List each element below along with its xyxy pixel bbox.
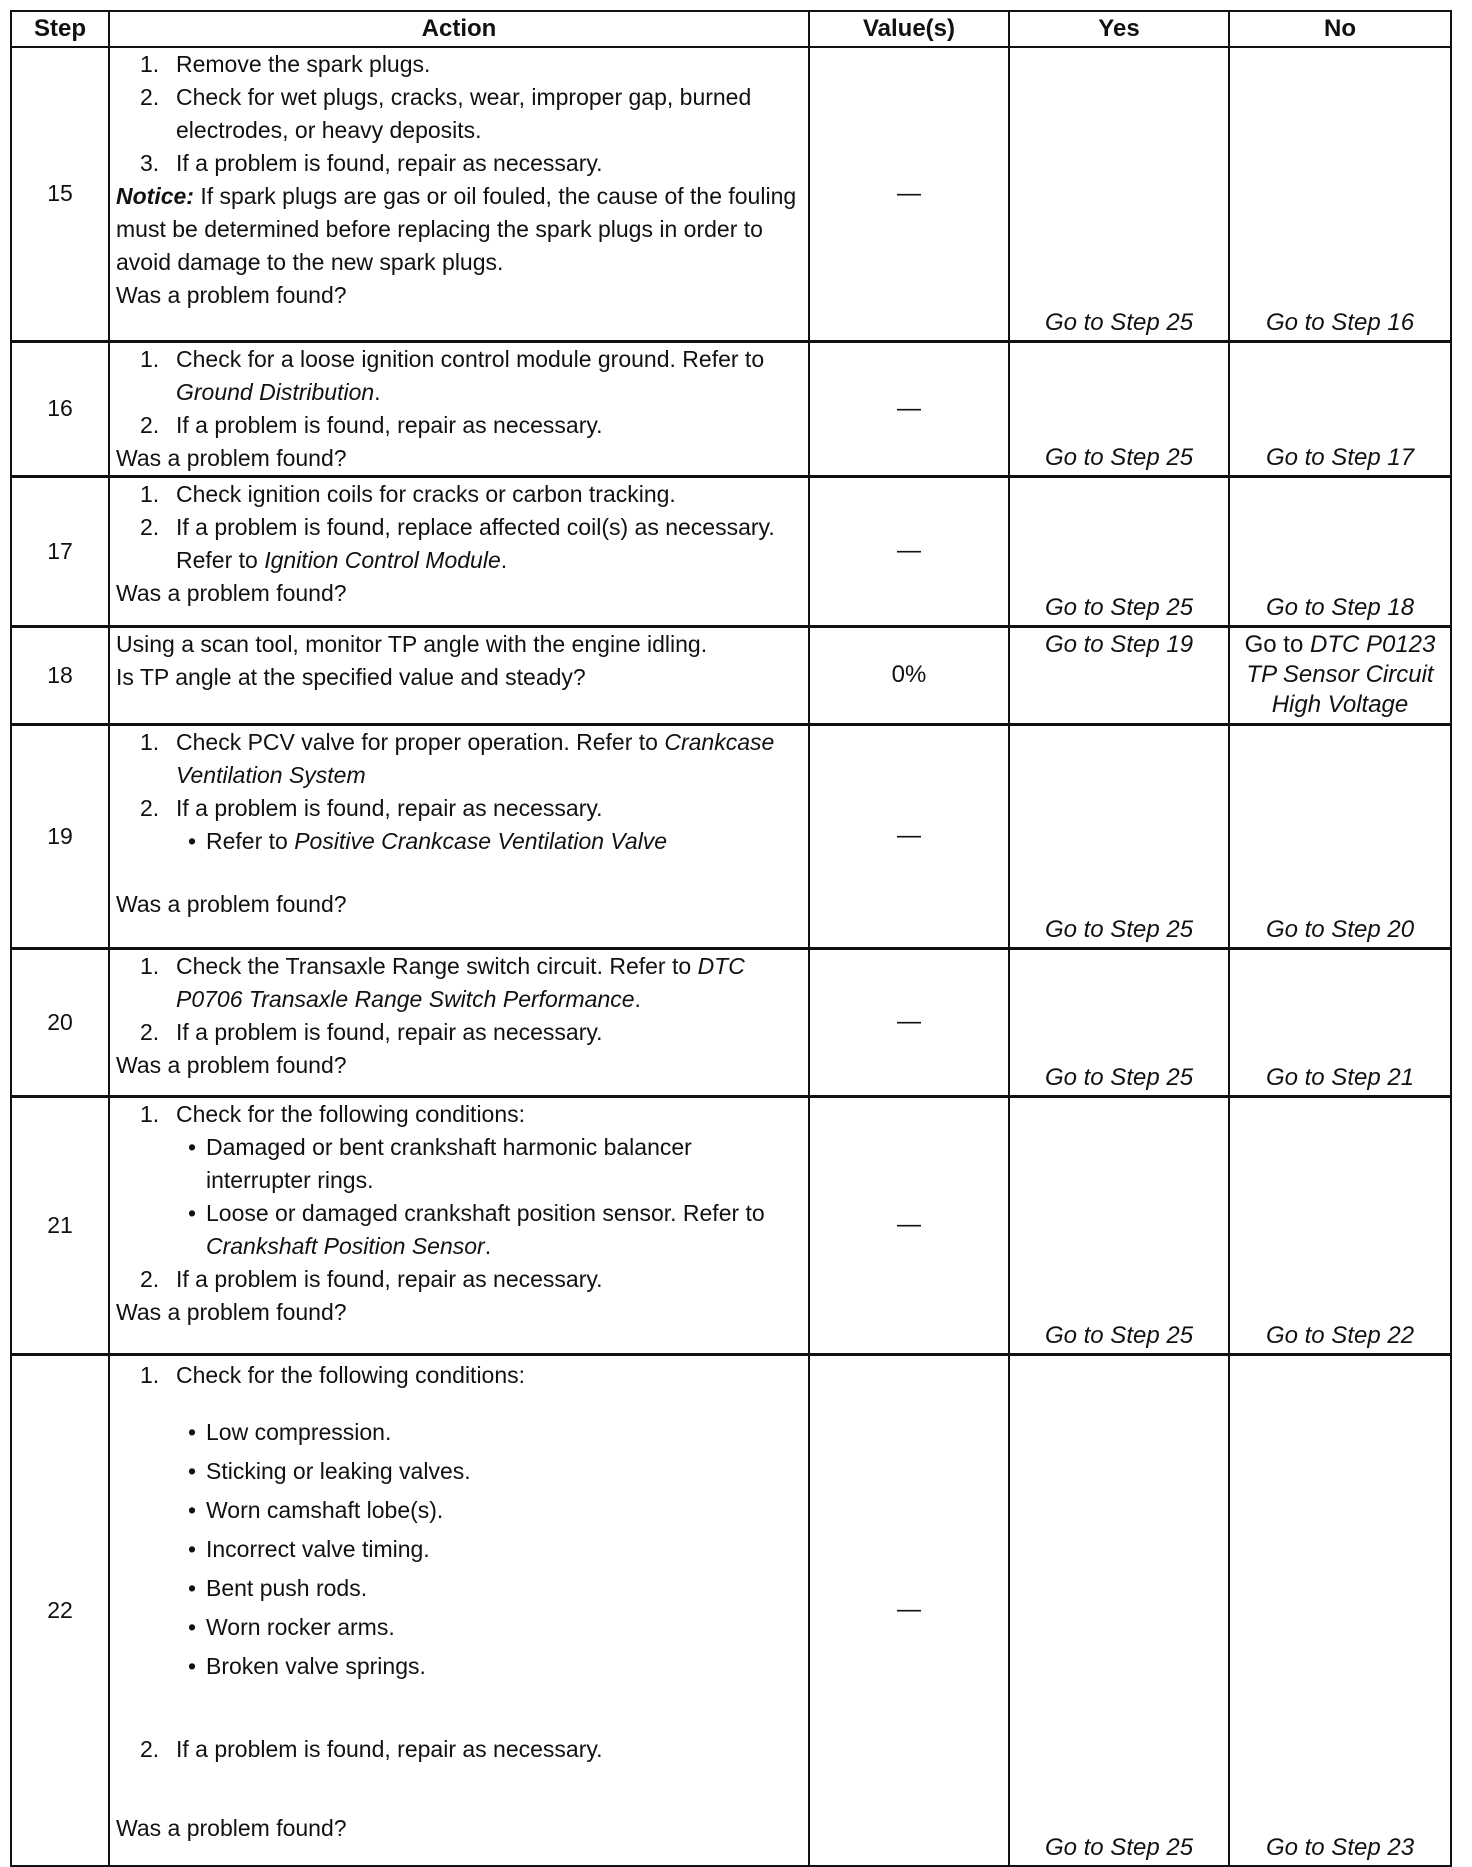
- no-cell: [1229, 948, 1451, 1096]
- bullet-item: • Refer to Positive Crankcase Ventilation Valve: [187, 827, 668, 854]
- list-item: 2. If a problem is found, repair as necessary.: [140, 794, 603, 821]
- action-cell: [109, 47, 809, 341]
- table-row: [11, 948, 1451, 1096]
- no-cell: [1229, 47, 1451, 341]
- value-cell: —: [809, 724, 1009, 948]
- no-cell: [1229, 476, 1451, 626]
- list-item: 1. Check for a loose ignition control module ground. Refer to Ground Distribution.: [140, 345, 765, 405]
- list-item: 1. Check for the following conditions:: [140, 1361, 526, 1388]
- goto-yes[interactable]: Go to Step 25: [1044, 915, 1194, 943]
- action-cell: [109, 1096, 809, 1354]
- step-number: 15: [11, 47, 109, 341]
- bullet-item: • Low compression.: [187, 1418, 392, 1445]
- bullet-item: • Worn rocker arms.: [187, 1613, 395, 1640]
- goto-yes[interactable]: Go to Step 25: [1044, 443, 1194, 471]
- no-cell: [1229, 1354, 1451, 1866]
- yes-cell: [1009, 1096, 1229, 1354]
- list-item: 2. If a problem is found, repair as necessary.: [140, 1735, 603, 1762]
- action-cell: [109, 626, 809, 724]
- bullet-item: • Bent push rods.: [187, 1574, 368, 1601]
- yes-cell: [1009, 948, 1229, 1096]
- goto-no[interactable]: Go to Step 16: [1265, 308, 1415, 336]
- value-cell: —: [809, 948, 1009, 1096]
- list-item: 2. Check for wet plugs, cracks, wear, improper gap, burned electrodes, or heavy deposits.: [140, 84, 752, 143]
- bullet-item: • Worn camshaft lobe(s).: [187, 1496, 444, 1523]
- step-number: 18: [11, 626, 109, 724]
- step-number: 19: [11, 724, 109, 948]
- question: Was a problem found?: [116, 444, 347, 471]
- table-row: [11, 476, 1451, 626]
- bullet-item: • Damaged or bent crankshaft harmonic balancer interrupter rings.: [187, 1133, 692, 1193]
- list-item: 2. If a problem is found, repair as necessary.: [140, 1018, 603, 1045]
- list-item: 1. Check for the following conditions:: [140, 1100, 526, 1127]
- table-row: [11, 724, 1451, 948]
- goto-yes[interactable]: Go to Step 25: [1044, 1063, 1194, 1091]
- goto-yes[interactable]: Go to Step 25: [1044, 1834, 1194, 1861]
- list-item: 1. Check ignition coils for cracks or carbon tracking.: [140, 480, 676, 507]
- goto-yes[interactable]: Go to Step 25: [1044, 593, 1194, 621]
- table-row: [11, 341, 1451, 476]
- goto-no[interactable]: Go to Step 17: [1265, 443, 1415, 471]
- goto-yes[interactable]: Go to Step 25: [1044, 308, 1194, 336]
- list-item: 2. If a problem is found, repair as necessary.: [140, 411, 603, 438]
- action-cell: [109, 476, 809, 626]
- table-row: [11, 1096, 1451, 1354]
- header-yes: Yes: [1009, 11, 1229, 47]
- header-action: Action: [109, 11, 809, 47]
- question: Was a problem found?: [116, 579, 347, 606]
- goto-no[interactable]: Go to Step 18: [1265, 593, 1415, 621]
- bullet-item: • Incorrect valve timing.: [187, 1535, 430, 1562]
- yes-cell: [1009, 1354, 1229, 1866]
- step-number: 22: [11, 1354, 109, 1866]
- yes-cell: [1009, 341, 1229, 476]
- goto-no[interactable]: Go to Step 22: [1265, 1321, 1415, 1349]
- question: Was a problem found?: [116, 282, 347, 308]
- step-number: 21: [11, 1096, 109, 1354]
- list-item: 3. If a problem is found, repair as necessary.: [140, 150, 603, 176]
- goto-yes[interactable]: Go to Step 25: [1044, 1321, 1194, 1349]
- question: Was a problem found?: [116, 890, 347, 917]
- value-cell: —: [809, 47, 1009, 341]
- question: Is TP angle at the specified value and steady?: [116, 663, 586, 690]
- question: Was a problem found?: [116, 1298, 347, 1325]
- action-cell: [109, 948, 809, 1096]
- no-cell: [1229, 626, 1451, 724]
- value-cell: 0%: [809, 626, 1009, 724]
- step-number: 20: [11, 948, 109, 1096]
- action-cell: [109, 341, 809, 476]
- table-row: [11, 47, 1451, 341]
- goto-no[interactable]: Go to Step 20: [1265, 915, 1415, 943]
- step-number: 17: [11, 476, 109, 626]
- no-cell: [1229, 341, 1451, 476]
- yes-cell: [1009, 476, 1229, 626]
- table-row: [11, 1354, 1451, 1866]
- action-cell: [109, 1354, 809, 1866]
- step-number: 16: [11, 341, 109, 476]
- bullet-item: • Loose or damaged crankshaft position sensor. Refer to Crankshaft Position Sensor.: [187, 1199, 765, 1259]
- header-no: No: [1229, 11, 1451, 47]
- notice: Notice: If spark plugs are gas or oil fouled, the cause of the fouling must be determined before replacing the spark plugs in order to avoid damage to the new spark plugs.: [116, 183, 797, 275]
- yes-cell: [1009, 47, 1229, 341]
- table-row: [11, 626, 1451, 724]
- list-item: 1. Check the Transaxle Range switch circuit. Refer to DTC P0706 Transaxle Range Switch Performance.: [140, 952, 745, 1012]
- list-item: 2. If a problem is found, repair as necessary.: [140, 1265, 603, 1292]
- yes-cell: [1009, 626, 1229, 724]
- value-cell: —: [809, 1354, 1009, 1866]
- instruction: Using a scan tool, monitor TP angle with the engine idling.: [116, 630, 708, 657]
- question: Was a problem found?: [116, 1051, 347, 1078]
- header-step: Step: [11, 11, 109, 47]
- header-row: [11, 11, 1451, 47]
- list-item: 1. Check PCV valve for proper operation. Refer to Crankcase Ventilation System: [140, 728, 775, 788]
- bullet-item: • Broken valve springs.: [187, 1652, 426, 1679]
- value-cell: —: [809, 341, 1009, 476]
- goto-no[interactable]: Go to Step 21: [1265, 1063, 1415, 1091]
- list-item: 2. If a problem is found, replace affected coil(s) as necessary. Refer to Ignition Control Module.: [140, 513, 775, 573]
- action-cell: [109, 724, 809, 948]
- value-cell: —: [809, 476, 1009, 626]
- yes-cell: [1009, 724, 1229, 948]
- goto-no[interactable]: Go to DTC P0123 TP Sensor Circuit High Voltage: [1244, 630, 1436, 718]
- diagnostic-table: [10, 10, 1452, 1867]
- value-cell: —: [809, 1096, 1009, 1354]
- bullet-item: • Sticking or leaking valves.: [187, 1457, 471, 1484]
- goto-yes[interactable]: Go to Step 19: [1044, 630, 1194, 658]
- no-cell: [1229, 1096, 1451, 1354]
- header-values: Value(s): [809, 11, 1009, 47]
- no-cell: [1229, 724, 1451, 948]
- goto-no[interactable]: Go to Step 23: [1265, 1834, 1415, 1861]
- question: Was a problem found?: [116, 1814, 347, 1841]
- list-item: 1. Remove the spark plugs.: [140, 51, 431, 77]
